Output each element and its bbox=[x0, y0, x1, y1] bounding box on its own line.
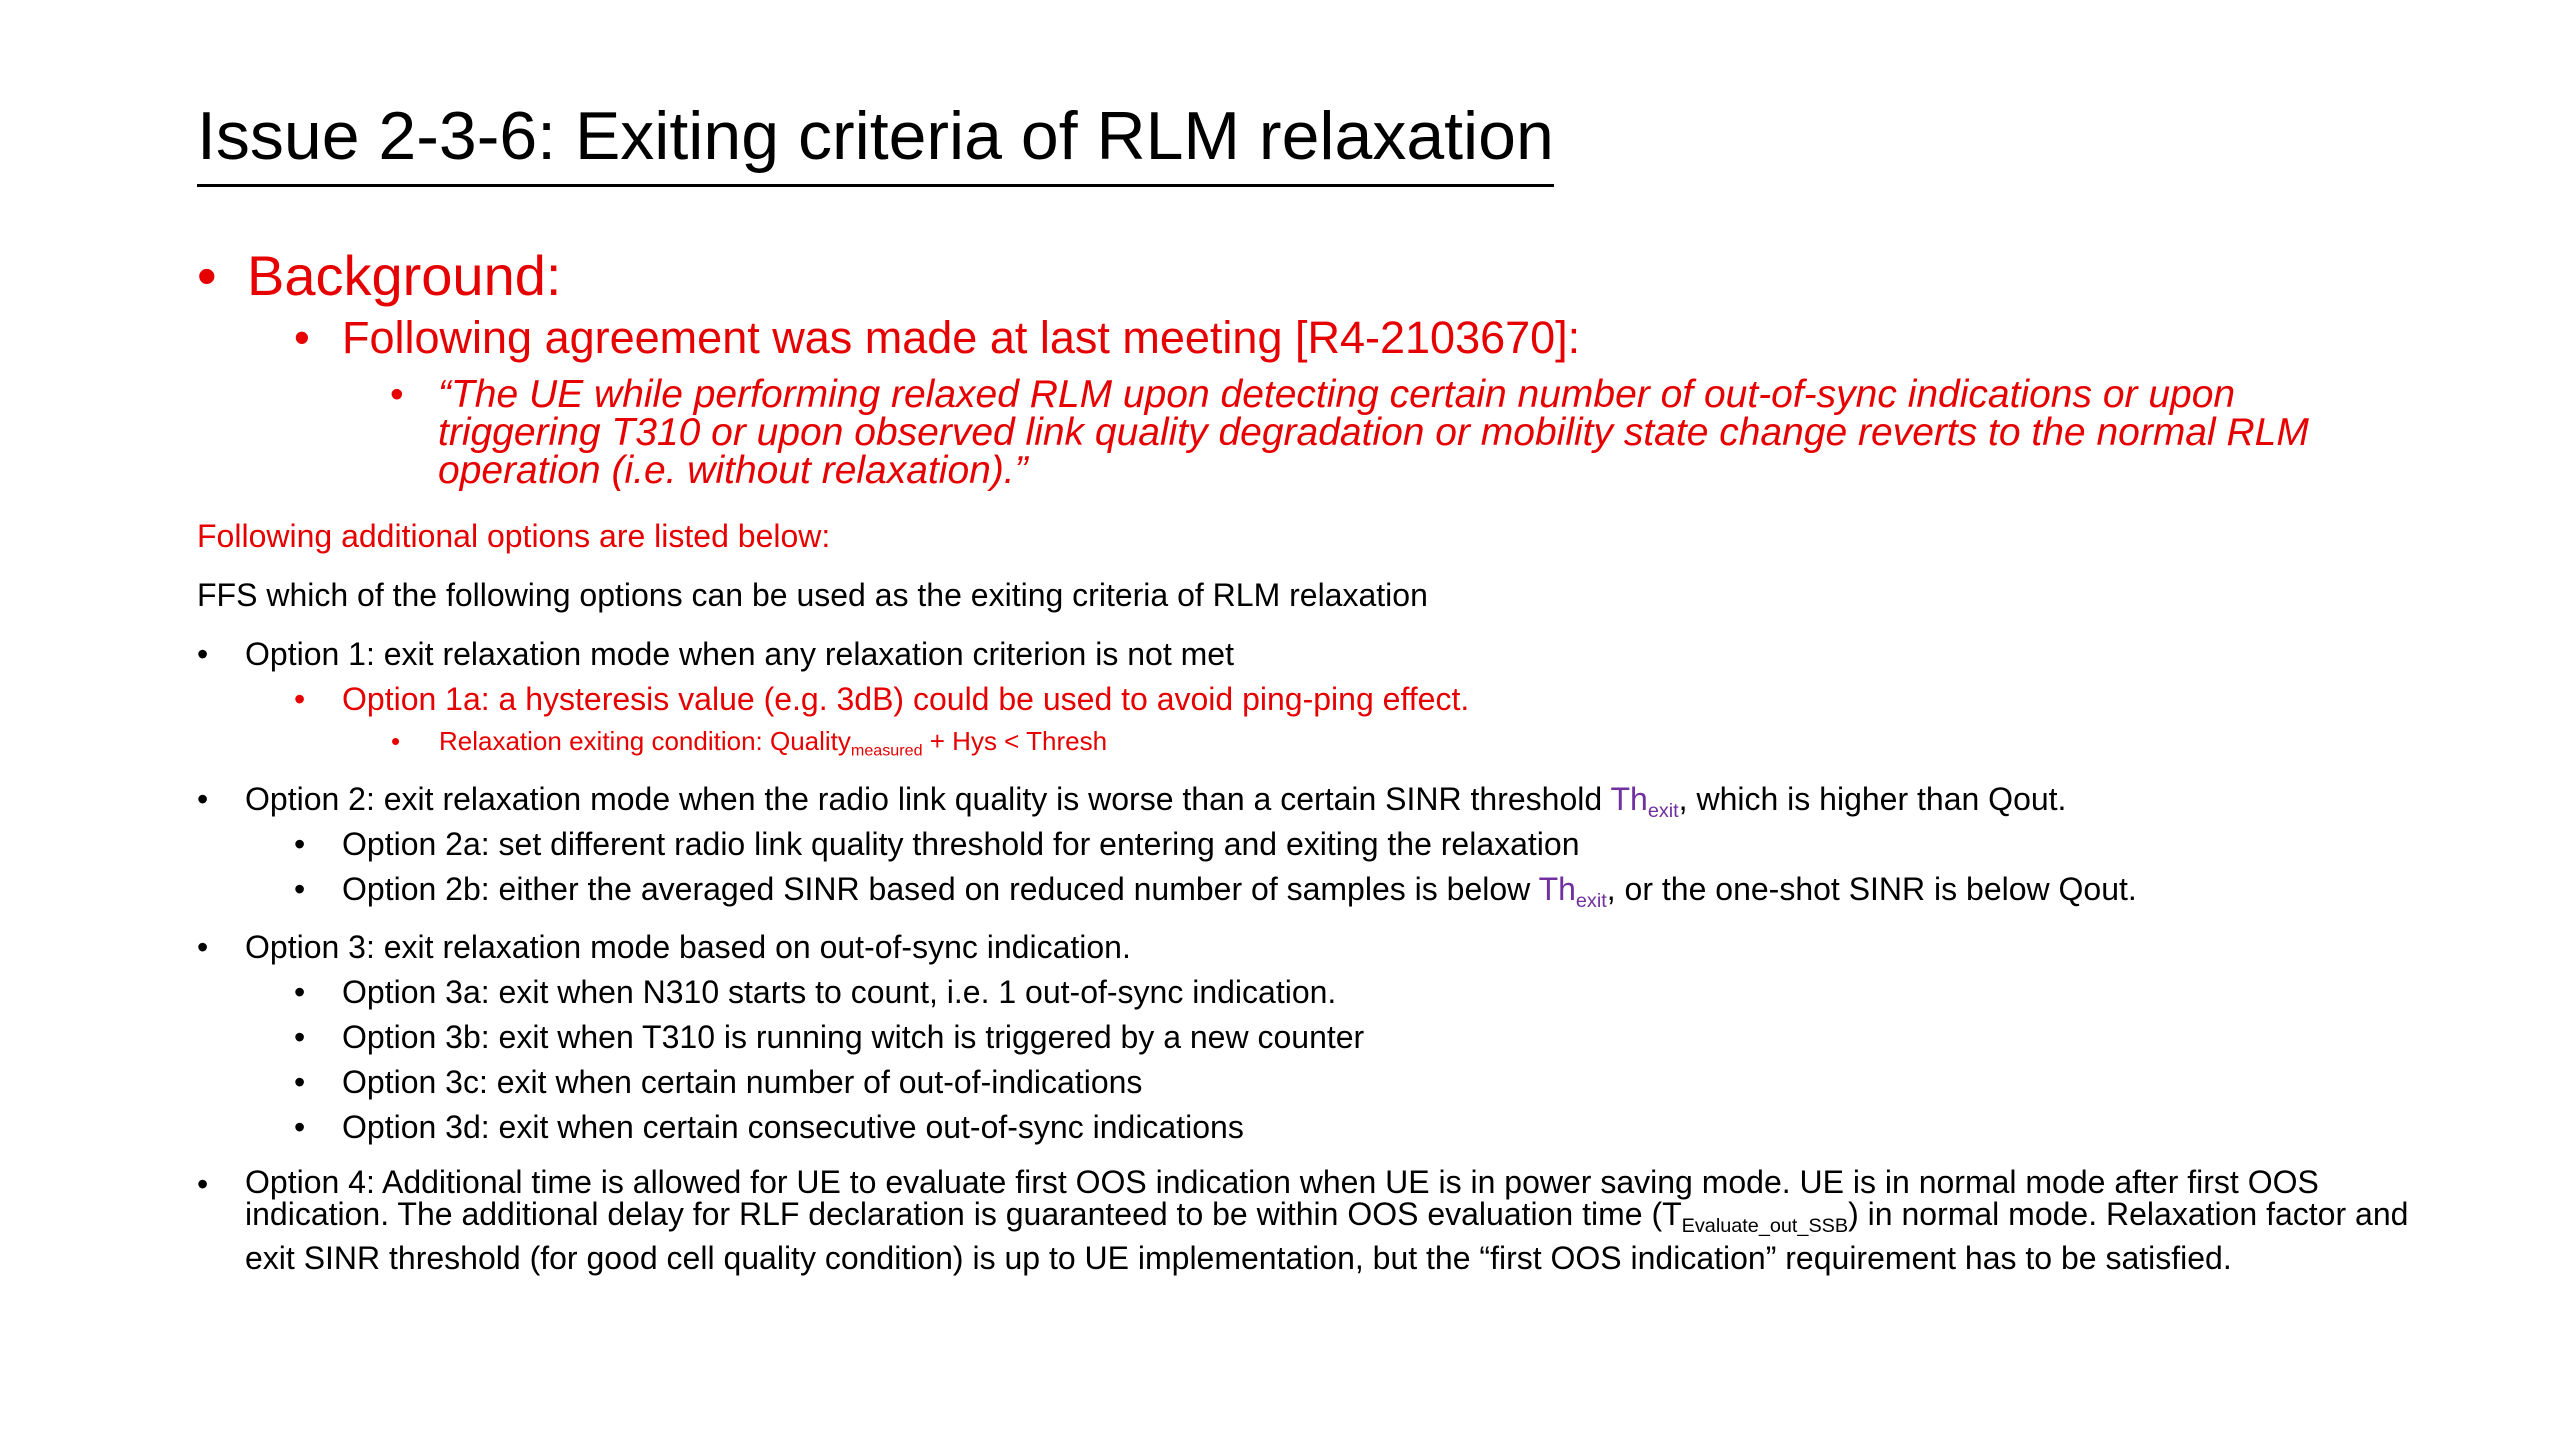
agreement-quote: “The UE while performing relaxed RLM upon detecting certain number of out-of-sync indications or upon triggering T310 or upon observed link quality degradation or mobility state change reverts to the normal RLM operation (i.e. without relaxation).” bbox=[438, 373, 2309, 492]
condition-prefix: Relaxation exiting condition: Quality bbox=[439, 726, 851, 756]
condition-text bbox=[439, 726, 1107, 761]
condition-suffix: + Hys < Thresh bbox=[922, 726, 1108, 756]
bullet: • bbox=[294, 312, 310, 363]
bullet: • bbox=[294, 1064, 306, 1100]
agreement-text: Following agreement was made at last meeting [R4-2103670]: bbox=[342, 312, 1581, 363]
option-2b-prefix: Option 2b: either the averaged SINR based on reduced number of samples is below bbox=[342, 871, 1539, 907]
th-exit-symbol: $Th_{exit}$ bbox=[1610, 781, 1679, 822]
bullet: • bbox=[197, 636, 209, 672]
option-4-text bbox=[245, 1166, 2425, 1274]
option-4-suffix: ) in normal mode. Relaxation factor and exit SINR threshold (for good cell quality condition) is up to UE implementation, but the “first OOS indication” requirement has to be satisfied. bbox=[245, 1196, 2409, 1276]
option-4-prefix: Option 4: Additional time is allowed for UE to evaluate first OOS indication when UE is in power saving mode. UE is in normal mode after first OOS indication. The additional delay for RLF declaration is guaranteed to be within OOS evaluation time (T bbox=[245, 1164, 2319, 1232]
bullet: • bbox=[390, 373, 404, 416]
option-2a-text: Option 2a: set different radio link quality threshold for entering and exiting the relaxation bbox=[342, 826, 1580, 862]
option-1a-text: Option 1a: a hysteresis value (e.g. 3dB) could be used to avoid ping-ping effect. bbox=[342, 681, 1470, 717]
option-2b-text bbox=[342, 871, 2137, 913]
option-2-prefix: Option 2: exit relaxation mode when the radio link quality is worse than a certain SINR threshold bbox=[245, 781, 1611, 817]
bullet: • bbox=[197, 929, 209, 965]
bullet: • bbox=[197, 244, 217, 307]
bullet: • bbox=[294, 826, 306, 862]
slide-title: Issue 2-3-6: Exiting criteria of RLM relaxation bbox=[197, 102, 1554, 187]
option-3c-text: Option 3c: exit when certain number of out-of-indications bbox=[342, 1064, 1143, 1100]
bullet: • bbox=[197, 1166, 209, 1202]
bullet: • bbox=[391, 726, 401, 756]
option-2-text bbox=[245, 781, 2066, 823]
bullet: • bbox=[294, 681, 306, 717]
bullet: • bbox=[197, 781, 209, 817]
th-exit-symbol: $Th_{exit}$ bbox=[1538, 871, 1607, 912]
option-3d-text: Option 3d: exit when certain consecutive out-of-sync indications bbox=[342, 1109, 1244, 1145]
option-3a-text: Option 3a: exit when N310 starts to count, i.e. 1 out-of-sync indication. bbox=[342, 974, 1337, 1010]
option-2-suffix: , which is higher than Qout. bbox=[1678, 781, 2067, 817]
condition-subscript: measured bbox=[850, 741, 923, 760]
additional-options-note: Following additional options are listed below: bbox=[197, 518, 831, 554]
bullet: • bbox=[294, 1019, 306, 1055]
bullet: • bbox=[294, 871, 306, 907]
bullet: • bbox=[294, 974, 306, 1010]
option-1-text: Option 1: exit relaxation mode when any relaxation criterion is not met bbox=[245, 636, 1234, 672]
ffs-note: FFS which of the following options can be used as the exiting criteria of RLM relaxation bbox=[197, 577, 1428, 613]
option-4-subscript: Evaluate_out_SSB bbox=[1681, 1214, 1849, 1237]
option-3b-text: Option 3b: exit when T310 is running witch is triggered by a new counter bbox=[342, 1019, 1365, 1055]
option-3-text: Option 3: exit relaxation mode based on out-of-sync indication. bbox=[245, 929, 1131, 965]
background-heading-text: Background: bbox=[247, 244, 562, 307]
option-2b-suffix: , or the one-shot SINR is below Qout. bbox=[1606, 871, 2137, 907]
bullet: • bbox=[294, 1109, 306, 1145]
